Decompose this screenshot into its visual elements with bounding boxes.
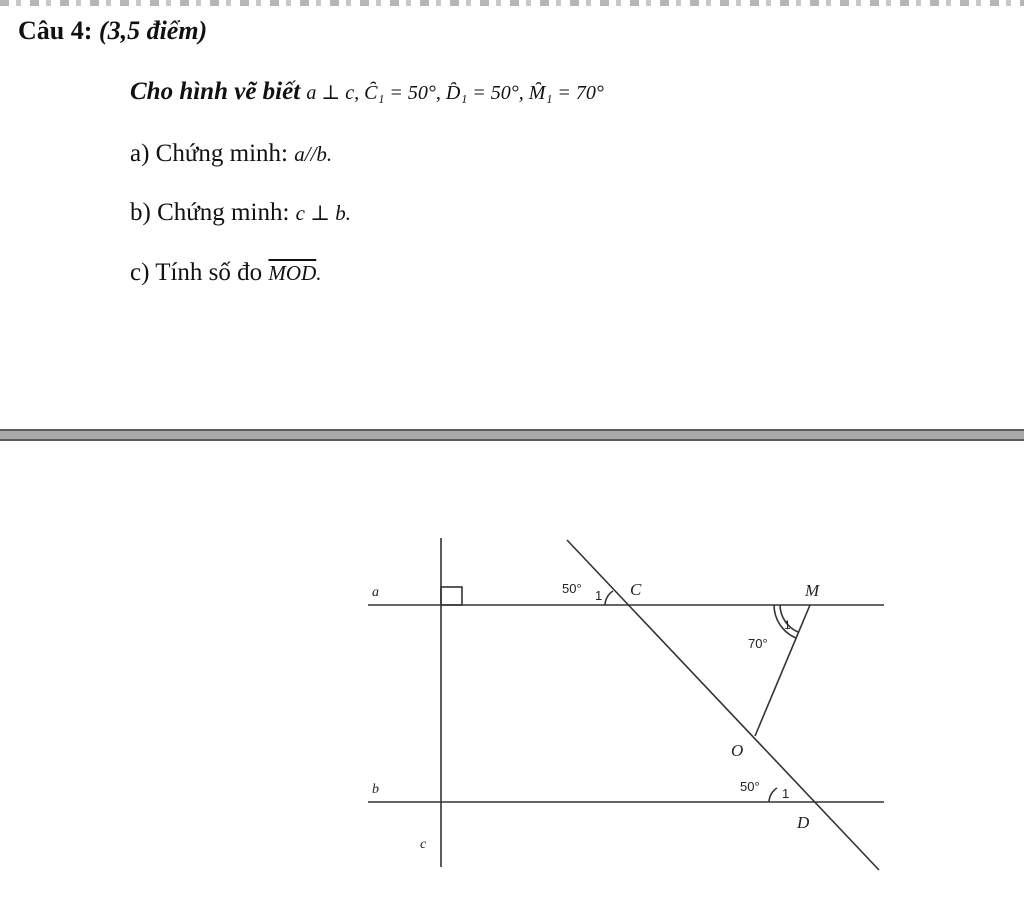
task-c-math: $\overline{MOD}$: [268, 261, 317, 285]
task-b-label: b) Chứng minh:: [130, 199, 290, 226]
label-point-c: C: [630, 580, 642, 599]
right-angle-mark: [441, 587, 462, 605]
angle-d1-value: 50°: [740, 779, 760, 794]
label-line-b: b: [372, 782, 379, 797]
angle-m1-value: 70°: [748, 636, 768, 651]
label-line-c: c: [420, 837, 427, 852]
label-point-o: O: [731, 741, 744, 760]
task-a-label: a) Chứng minh:: [130, 140, 288, 167]
segment-mo: [755, 605, 810, 736]
label-point-m: M: [805, 581, 820, 600]
question-points: (3,5 điểm): [98, 16, 208, 45]
angle-arc-c: [605, 591, 613, 605]
angle-arc-d: [769, 788, 777, 802]
label-point-d: D: [797, 813, 810, 832]
angle-c-index: 1: [595, 588, 603, 603]
task-c-label: c) Tính số đo: [130, 259, 263, 286]
given-lead: Cho hình vẽ biết: [130, 78, 301, 105]
angle-c1-value: 50°: [562, 581, 582, 596]
task-b-math: c ⊥ b.: [295, 201, 351, 225]
label-line-a: a: [372, 585, 379, 600]
transversal-cd: [567, 540, 879, 870]
angle-d-index: 1: [782, 786, 790, 801]
angle-m-index: 1: [784, 618, 791, 632]
task-c-period: .: [316, 261, 322, 285]
question-number: Câu 4:: [18, 16, 93, 45]
task-a-math: a//b.: [294, 142, 333, 166]
given-conditions: a ⊥ c, C̑₁ = 50°, D̑₁ = 50°, M̑₁ = 70°: [306, 82, 604, 104]
